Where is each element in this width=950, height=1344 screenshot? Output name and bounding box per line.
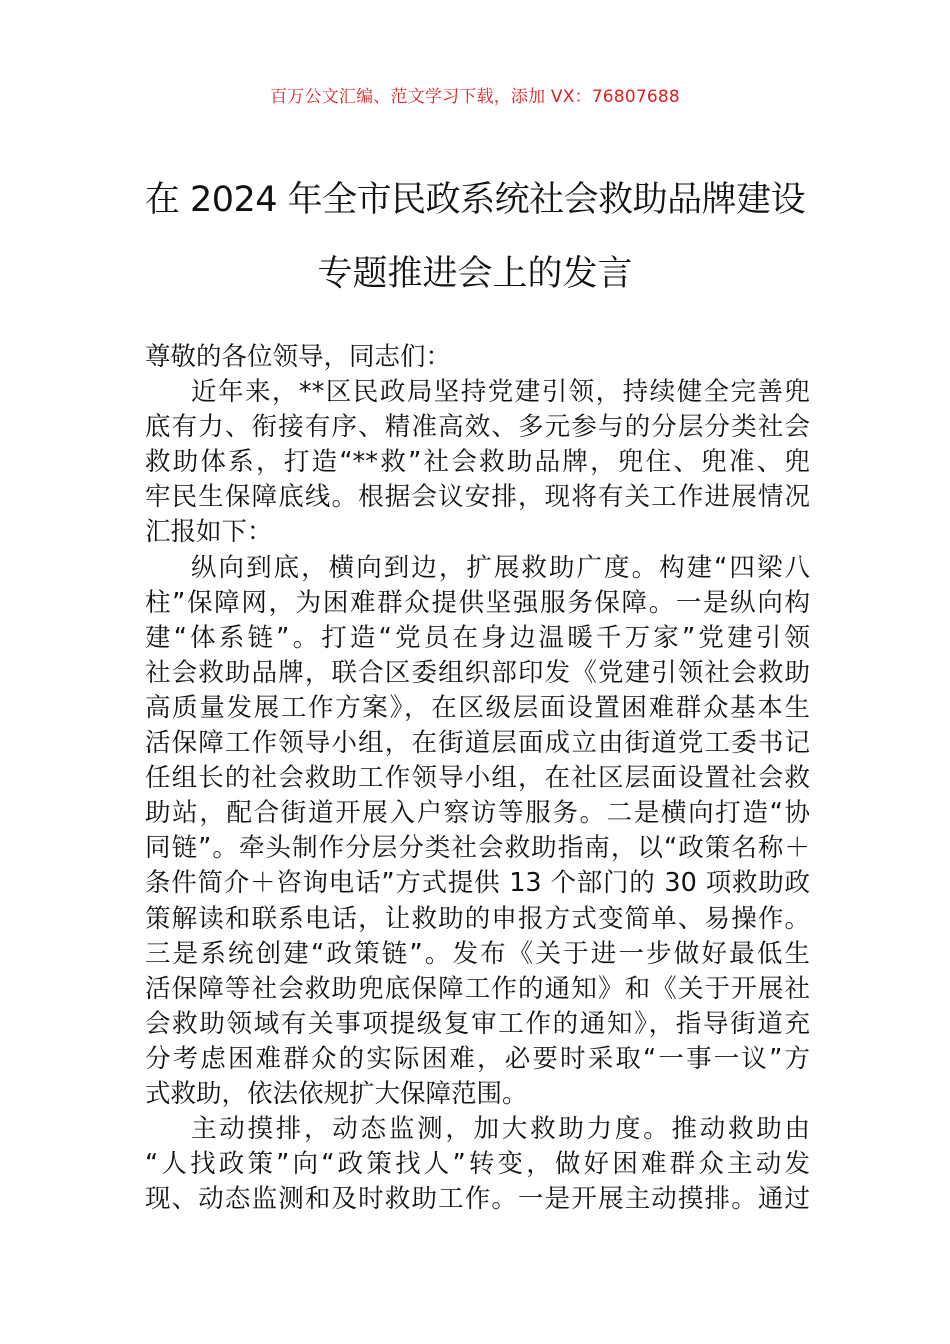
salutation: 尊敬的各位领导，同志们：	[145, 342, 452, 372]
text-line: 活保障工作领导小组，在街道层面成立由街道党工委书记	[145, 728, 810, 759]
text-line: 救助体系，打造“**救”社会救助品牌，兜住、兜准、兜	[145, 447, 810, 478]
text-line: “人找政策”向“政策找人”转变，做好困难群众主动发	[145, 1149, 810, 1180]
text-line: 社会救助品牌，联合区委组织部印发《党建引领社会救助	[145, 657, 810, 688]
text-line: 式救助，依法依规扩大保障范围。	[145, 1078, 528, 1109]
paragraph-intensity	[145, 1112, 810, 1217]
text-line: 任组长的社会救助工作领导小组，在社区层面设置社会救	[145, 763, 810, 794]
text-line: 分考虑困难群众的实际困难，必要时采取“一事一议”方	[145, 1043, 810, 1074]
paragraph-breadth	[145, 551, 810, 1113]
text-line: 主动摸排，动态监测，加大救助力度。推动救助由	[191, 1114, 810, 1145]
text-line: 底有力、衔接有序、精准高效、多元参与的分层分类社会	[145, 412, 810, 443]
watermark-banner: 百万公文汇编、范文学习下载，添加 VX：76807688	[270, 87, 680, 107]
text-line: 助站，配合街道开展入户察访等服务。二是横向打造“协	[145, 798, 810, 829]
text-line: 条件简介＋咨询电话”方式提供 13 个部门的 30 项救助政	[145, 868, 810, 899]
text-line: 牢民生保障底线。根据会议安排，现将有关工作进展情况	[145, 482, 810, 513]
document-body	[145, 340, 810, 1217]
paragraph-intro	[145, 375, 810, 550]
document-title-line-1: 在 2024 年全市民政系统社会救助品牌建设	[144, 180, 806, 220]
text-line: 汇报如下：	[145, 517, 273, 548]
text-line: 三是系统创建“政策链”。发布《关于进一步做好最低生	[145, 938, 810, 969]
text-line: 建“体系链”。打造“党员在身边温暖千万家”党建引领	[145, 622, 810, 653]
text-line: 纵向到底，横向到边，扩展救助广度。构建“四梁八	[191, 552, 810, 583]
text-line: 现、动态监测和及时救助工作。一是开展主动摸排。通过	[145, 1184, 810, 1215]
text-line: 柱”保障网，为困难群众提供坚强服务保障。一是纵向构	[145, 587, 810, 618]
text-line: 策解读和联系电话，让救助的申报方式变简单、易操作。	[145, 903, 810, 934]
text-line: 同链”。牵头制作分层分类社会救助指南，以“政策名称＋	[145, 833, 810, 864]
text-line: 会救助领域有关事项提级复审工作的通知》，指导街道充	[145, 1008, 810, 1039]
text-line: 高质量发展工作方案》，在区级层面设置困难群众基本生	[145, 692, 810, 723]
document-title-line-2: 专题推进会上的发言	[317, 254, 633, 294]
text-line: 活保障等社会救助兜底保障工作的通知》和《关于开展社	[145, 973, 810, 1004]
text-line: 近年来，**区民政局坚持党建引领，持续健全完善兜	[191, 377, 810, 408]
